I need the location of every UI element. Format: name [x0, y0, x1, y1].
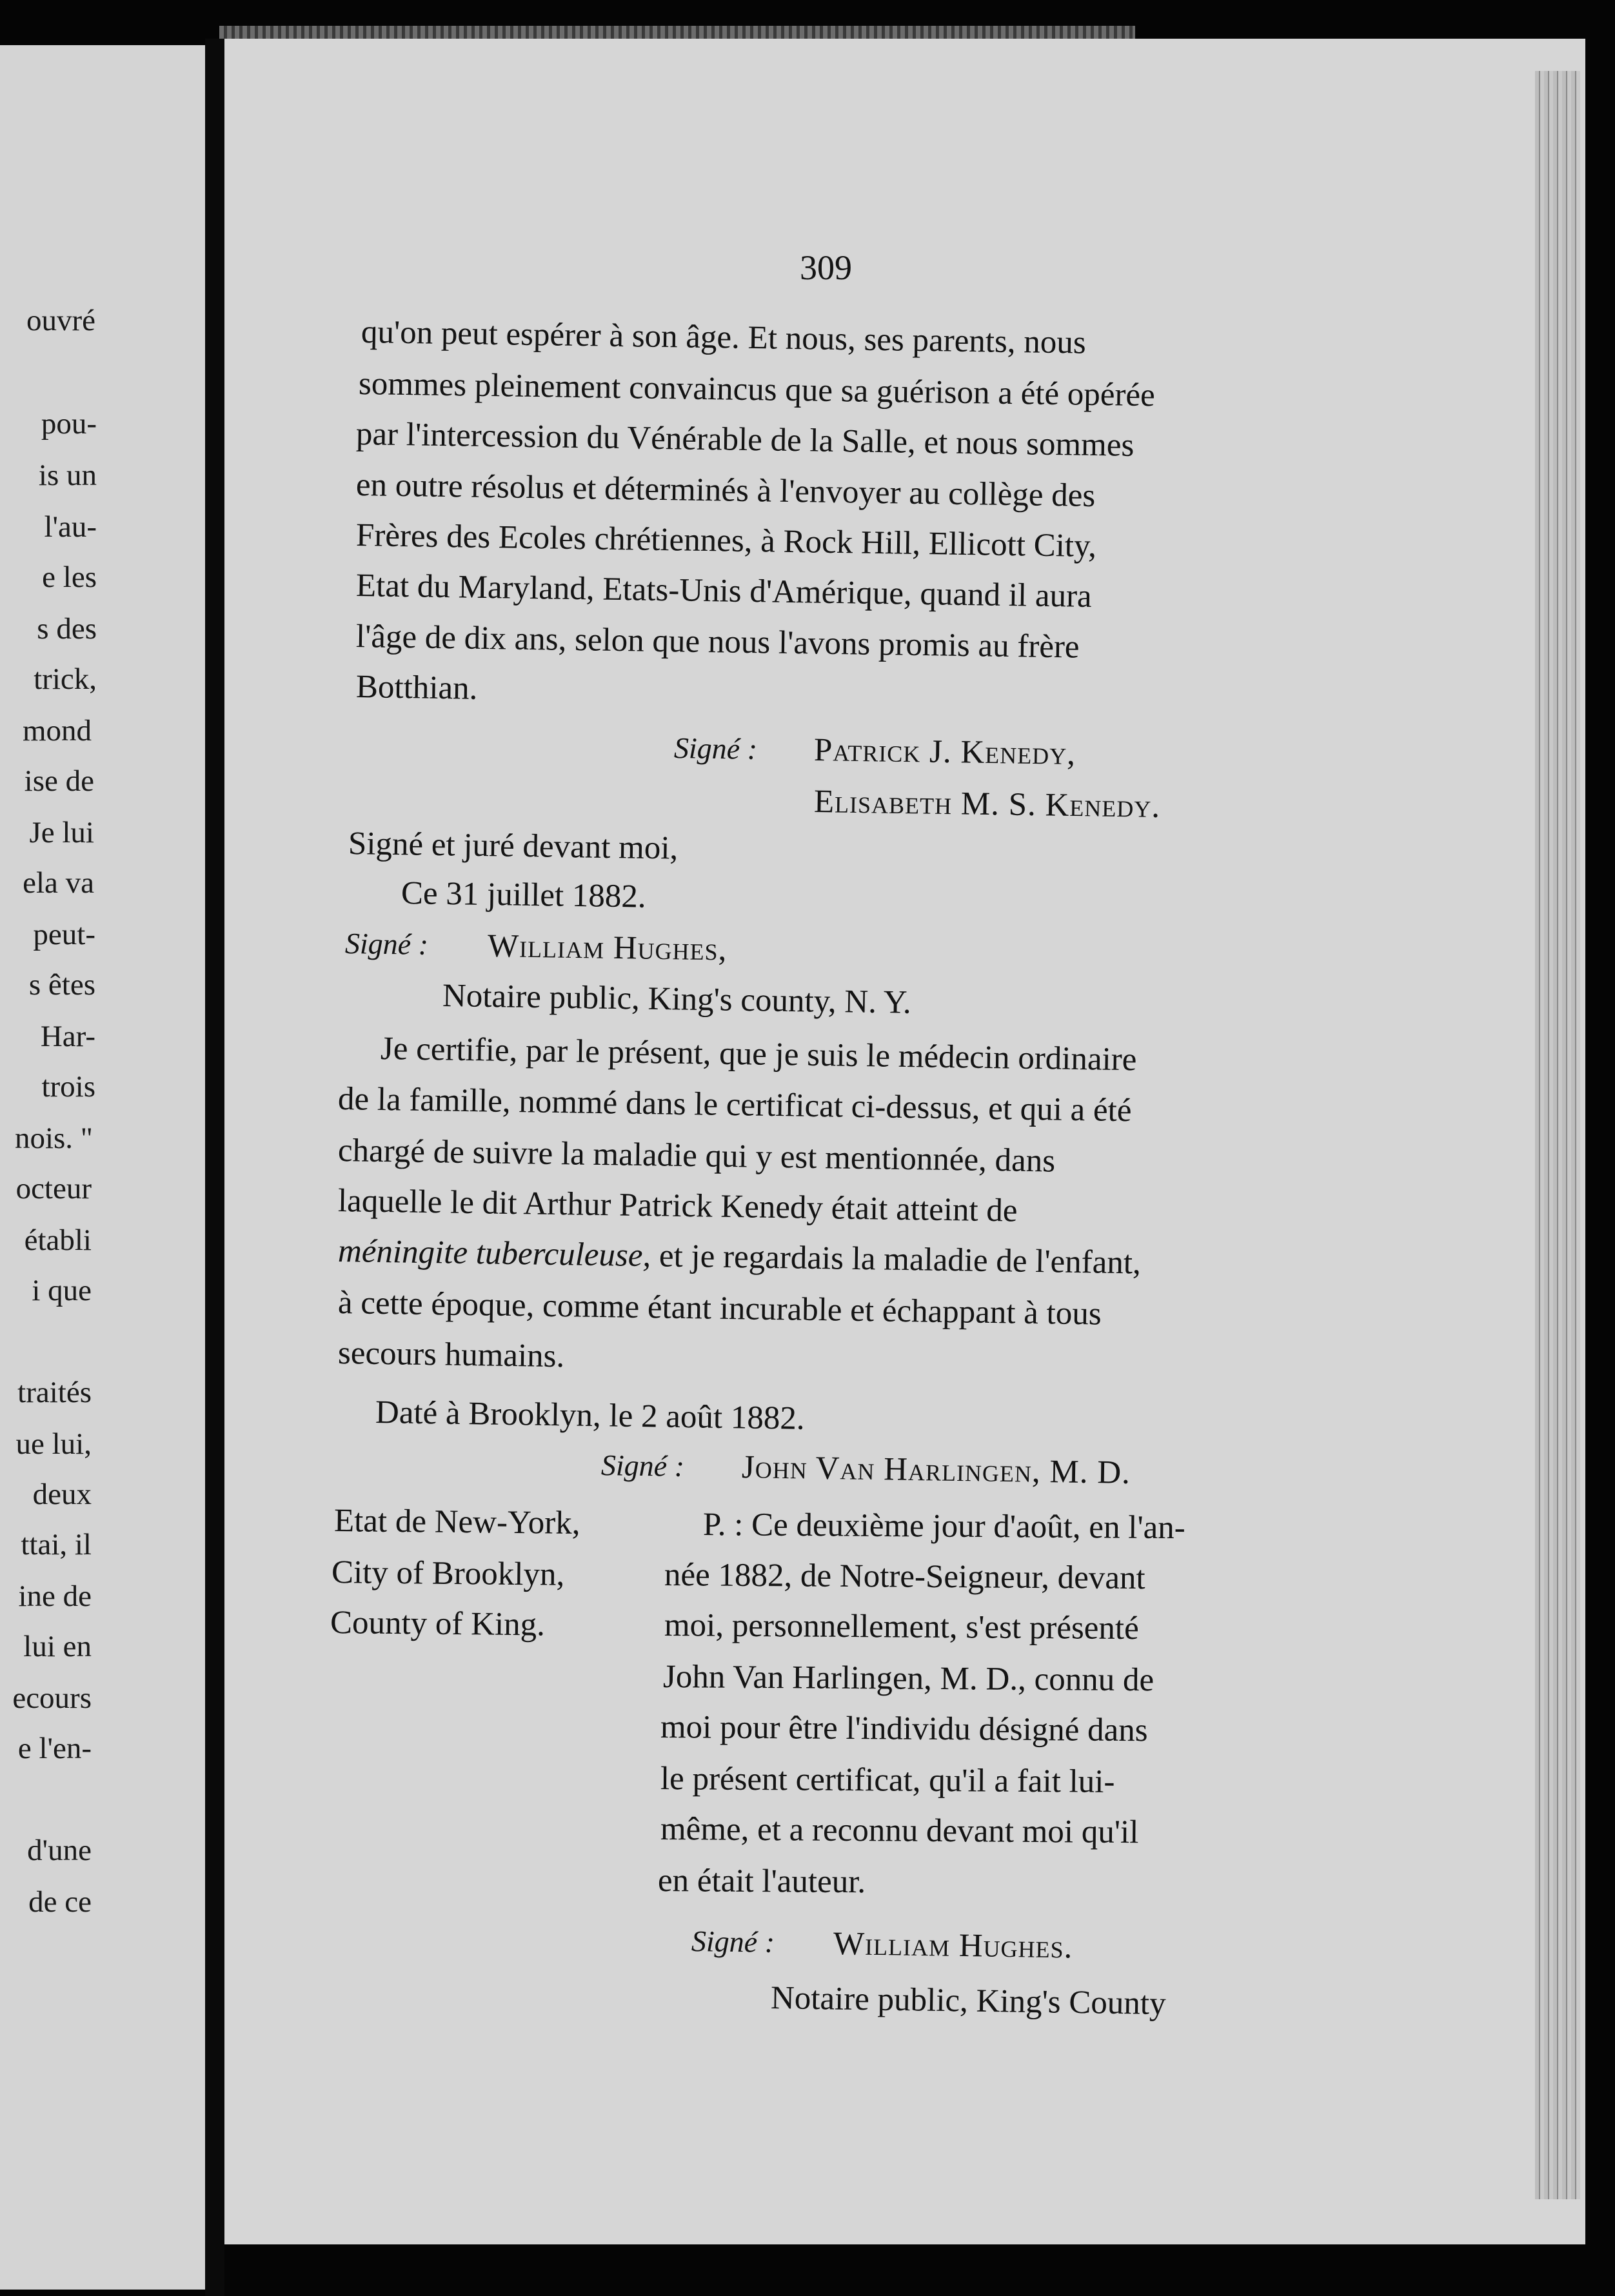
left-fragment: ecours: [12, 1681, 92, 1715]
text-line: laquelle le dit Arthur Patrick Kenedy était atteint de: [337, 1183, 1018, 1229]
page-gutter: [205, 39, 224, 2296]
text-line: à cette époque, comme étant incurable et échappant à tous: [337, 1285, 1102, 1332]
left-fragment: traités: [17, 1376, 92, 1409]
italic-diagnosis: méningite tuberculeuse,: [337, 1233, 651, 1274]
left-fragment: pou-: [41, 407, 97, 440]
text-line: secours humains.: [337, 1335, 565, 1375]
signatory-name: Patrick J. Kenedy,: [813, 732, 1076, 773]
left-fragment: Je lui: [29, 816, 94, 849]
left-fragment: is un: [38, 459, 97, 492]
left-fragment: ttai, il: [21, 1528, 92, 1561]
left-fragment: ue lui,: [15, 1427, 92, 1461]
left-fragment: i que: [32, 1274, 92, 1307]
text-line: même, et a reconnu devant moi qu'il: [660, 1811, 1139, 1851]
signature-label: Signé :: [600, 1449, 685, 1483]
left-fragment: Har-: [40, 1020, 95, 1053]
text-line: Botthian.: [355, 669, 478, 707]
left-fragment: trois: [41, 1070, 95, 1103]
left-fragment: nois. ": [14, 1122, 93, 1155]
text-line: en était l'auteur.: [657, 1863, 866, 1901]
left-fragment: deux: [32, 1478, 92, 1511]
text-line: Je certifie, par le présent, que je suis le médecin ordinaire: [380, 1031, 1137, 1078]
left-fragment: ouvré: [26, 304, 95, 337]
left-fragment: ise de: [24, 764, 94, 798]
left-fragment: s êtes: [28, 968, 95, 1002]
text-line: Frères des Ecoles chrétiennes, à Rock Hill, Ellicott City,: [355, 517, 1097, 565]
text-line: chargé de suivre la maladie qui y est mentionnée, dans: [337, 1133, 1056, 1180]
text-line: qu'on peut espérer à son âge. Et nous, ses parents, nous: [361, 314, 1087, 361]
text-line: moi pour être l'individu désigné dans: [660, 1709, 1148, 1749]
text-line: née 1882, de Notre-Seigneur, devant: [664, 1557, 1145, 1597]
sworn-date: Ce 31 juillet 1882.: [401, 875, 647, 915]
signatory-title: Notaire public, King's County: [770, 1980, 1166, 2023]
signatory-name: William Hughes.: [833, 1926, 1073, 1966]
text-line: le présent certificat, qu'il a fait lui-: [660, 1761, 1115, 1800]
left-fragment: d'une: [27, 1834, 92, 1867]
signatory-title: Notaire public, King's county, N. Y.: [442, 978, 912, 1021]
text-line: en outre résolus et déterminés à l'envoyer au collège des: [355, 467, 1096, 515]
text-line: de la famille, nommé dans le certificat ci-dessus, et qui a été: [337, 1081, 1132, 1129]
left-fragment: ela va: [23, 866, 94, 900]
text-line: l'âge de dix ans, selon que nous l'avons promis au frère: [355, 619, 1080, 666]
text-line: par l'intercession du Vénérable de la Salle, et nous sommes: [355, 416, 1134, 464]
text-line: moi, personnellement, s'est présenté: [664, 1607, 1139, 1647]
text-span: et je regardais la maladie de l'enfant,: [650, 1238, 1142, 1282]
jurisdiction-line: City of Brooklyn,: [331, 1554, 565, 1593]
jurisdiction-line: County of King.: [330, 1605, 546, 1643]
page-stack-edge: [1535, 71, 1580, 2199]
jurisdiction-line: Etat de New-York,: [333, 1503, 580, 1541]
left-page-fragment: [0, 45, 205, 2290]
left-fragment: trick,: [34, 662, 97, 696]
left-fragment: ine de: [18, 1579, 92, 1613]
page-number: 309: [800, 248, 852, 287]
signature-label: Signé :: [344, 927, 429, 961]
signature-label: Signé :: [691, 1925, 775, 1959]
sworn-statement: Signé et juré devant moi,: [348, 826, 679, 867]
left-fragment: lui en: [23, 1630, 92, 1663]
left-fragment: de ce: [28, 1885, 92, 1919]
text-line: sommes pleinement convaincus que sa guérison a été opérée: [358, 366, 1156, 414]
signatory-name: Elisabeth M. S. Kenedy.: [813, 784, 1161, 825]
left-fragment: établi: [24, 1223, 92, 1257]
dated-line: Daté à Brooklyn, le 2 août 1882.: [375, 1394, 806, 1437]
signatory-name: William Hughes,: [487, 928, 728, 968]
left-fragment: peut-: [33, 918, 95, 951]
left-fragment: e les: [42, 560, 97, 594]
text-line: John Van Harlingen, M. D., connu de: [662, 1659, 1154, 1699]
signatory-name: John Van Harlingen, M. D.: [741, 1449, 1131, 1491]
text-line: P. : Ce deuxième jour d'août, en l'an-: [702, 1507, 1185, 1547]
left-fragment: e l'en-: [17, 1732, 92, 1765]
signature-label: Signé :: [673, 731, 758, 766]
left-fragment: mond: [22, 714, 92, 747]
left-fragment: s des: [37, 612, 97, 646]
left-fragment: l'au-: [44, 510, 97, 544]
text-line: Etat du Maryland, Etats-Unis d'Amérique, quand il aura: [355, 568, 1093, 615]
left-fragment: octeur: [15, 1172, 92, 1205]
